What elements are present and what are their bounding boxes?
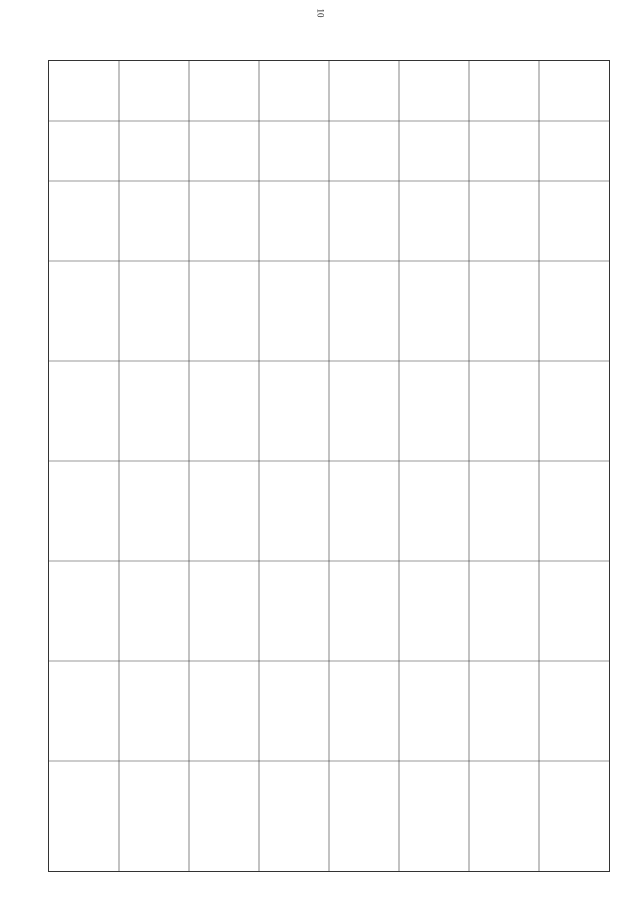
budget-table	[48, 60, 610, 872]
page-number: 10	[315, 8, 326, 18]
table-grid	[49, 61, 609, 871]
